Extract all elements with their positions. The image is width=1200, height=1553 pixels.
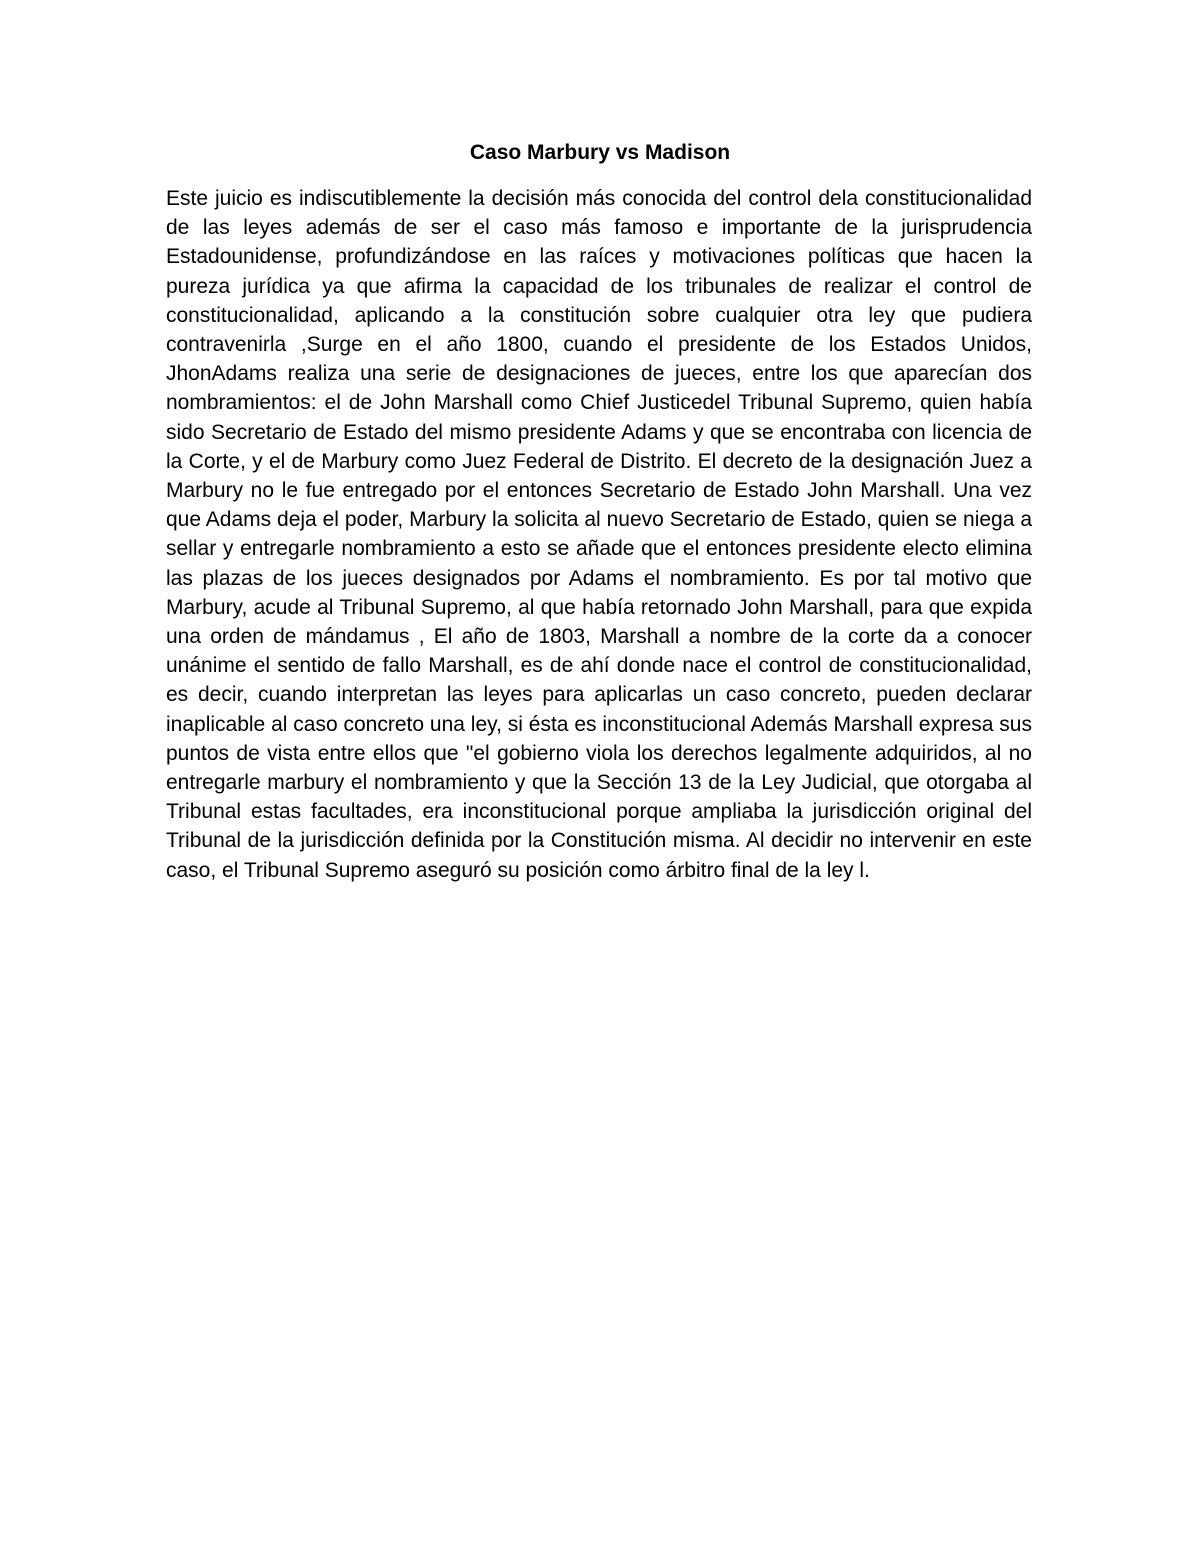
document-title: Caso Marbury vs Madison <box>469 141 731 164</box>
document-body-paragraph: Este juicio es indiscutiblemente la decisión más conocida del control dela constitucionalidad de las leyes además de ser el caso más famoso e importante de la jurisprudencia Estadounidense, profundizándose en las raíces y motivaciones políticas que hacen la pureza jurídica ya que afirma la capacidad de los tribunales de realizar el control de constitucionalidad, aplicando a la constitución sobre cualquier otra ley que pudiera contravenirla ,Surge en el año 1800, cuando el presidente de los Estados Unidos, JhonAdams realiza una serie de designaciones de jueces, entre los que aparecían dos nombramientos: el de John Marshall como Chief Justicedel Tribunal Supremo, quien había sido Secretario de Estado del mismo presidente Adams y que se encontraba con licencia de la Corte, y el de Marbury como Juez Federal de Distrito. El decreto de la designación Juez a Marbury no le fue entregado por el entonces Secretario de Estado John Marshall. Una vez que Adams deja el poder, Marbury la solicita al nuevo Secretario de Estado, quien se niega a sellar y entregarle nombramiento a esto se añade que el entonces presidente electo elimina las plazas de los jueces designados por Adams el nombramiento. Es por tal motivo que Marbury, acude al Tribunal Supremo, al que había retornado John Marshall, para que expida una orden de mándamus , El año de 1803, Marshall a nombre de la corte da a conocer unánime el sentido de fallo Marshall, es de ahí donde nace el control de constitucionalidad, es decir, cuando interpretan las leyes para aplicarlas un caso concreto, pueden declarar inaplicable al caso concreto una ley, si ésta es inconstitucional Además Marshall expresa sus puntos de vista entre ellos que "el gobierno viola los derechos legalmente adquiridos, al no entregarle marbury el nombramiento y que la Sección 13 de la Ley Judicial, que otorgaba al Tribunal estas facultades, era inconstitucional porque ampliaba la jurisdicción original del Tribunal de la jurisdicción definida por la Constitución misma. Al decidir no intervenir en este caso, el Tribunal Supremo aseguró su posición como árbitro final de la ley l. <box>166 187 1032 882</box>
